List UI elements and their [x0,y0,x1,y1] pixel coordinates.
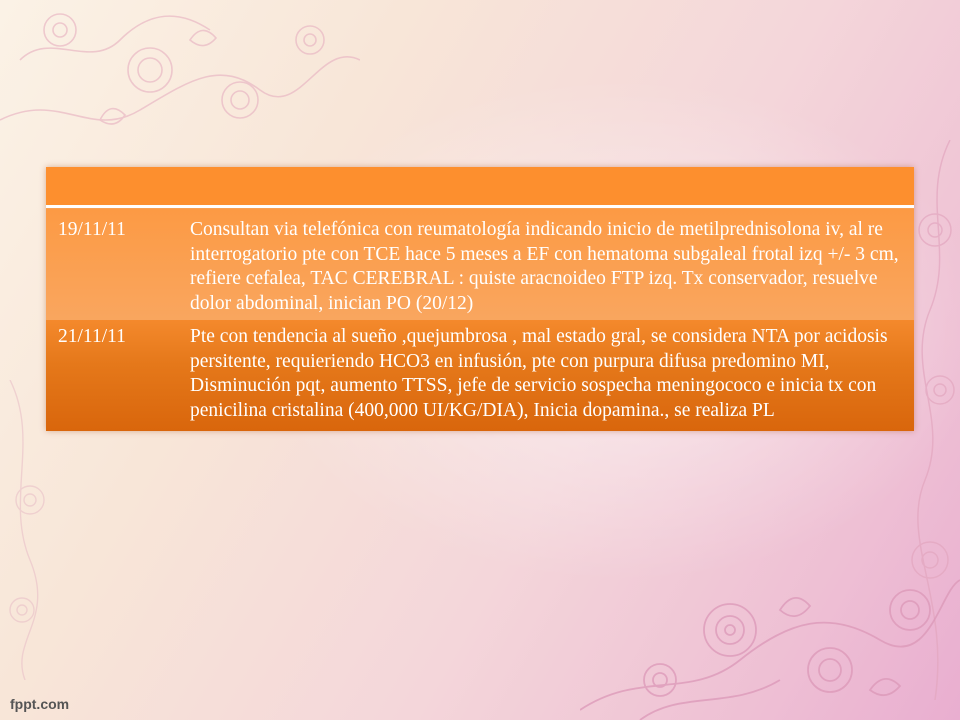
header-cell-date [46,167,190,207]
row-notes: Consultan via telefónica con reumatología indicando inicio de metilprednisolona iv, al re interrogatorio pte con TCE hace 5 meses a EF con hematoma subgaleal frotal izq +/- 3 cm, refiere cefalea, TAC CEREBRAL : quiste aracnoideo FTP izq. Tx conservador, resuelve dolor abdominal, inician PO (20/12) [190,207,914,321]
clinical-notes-table [46,167,914,431]
floral-ornament-top-left [0,0,360,170]
row-date: 19/11/11 [46,207,190,321]
row-notes: Pte con tendencia al sueño ,quejumbrosa , mal estado gral, se considera NTA por acidosis persitente, requieriendo HCO3 en infusión, pte con purpura difusa predomino MI, Disminución pqt, aumento TTSS, jefe de servicio sospecha meningococo e inicia tx con penicilina cristalina (400,000 UI/KG/DIA), Inicia dopamina., se realiza PL [190,320,914,431]
table-header-row [46,167,914,207]
floral-ornament-bottom-right [580,550,960,720]
table-row [46,320,914,431]
table-row [46,207,914,321]
row-date: 21/11/11 [46,320,190,431]
header-cell-notes [190,167,914,207]
fppt-logo: fppt.com [10,696,70,712]
